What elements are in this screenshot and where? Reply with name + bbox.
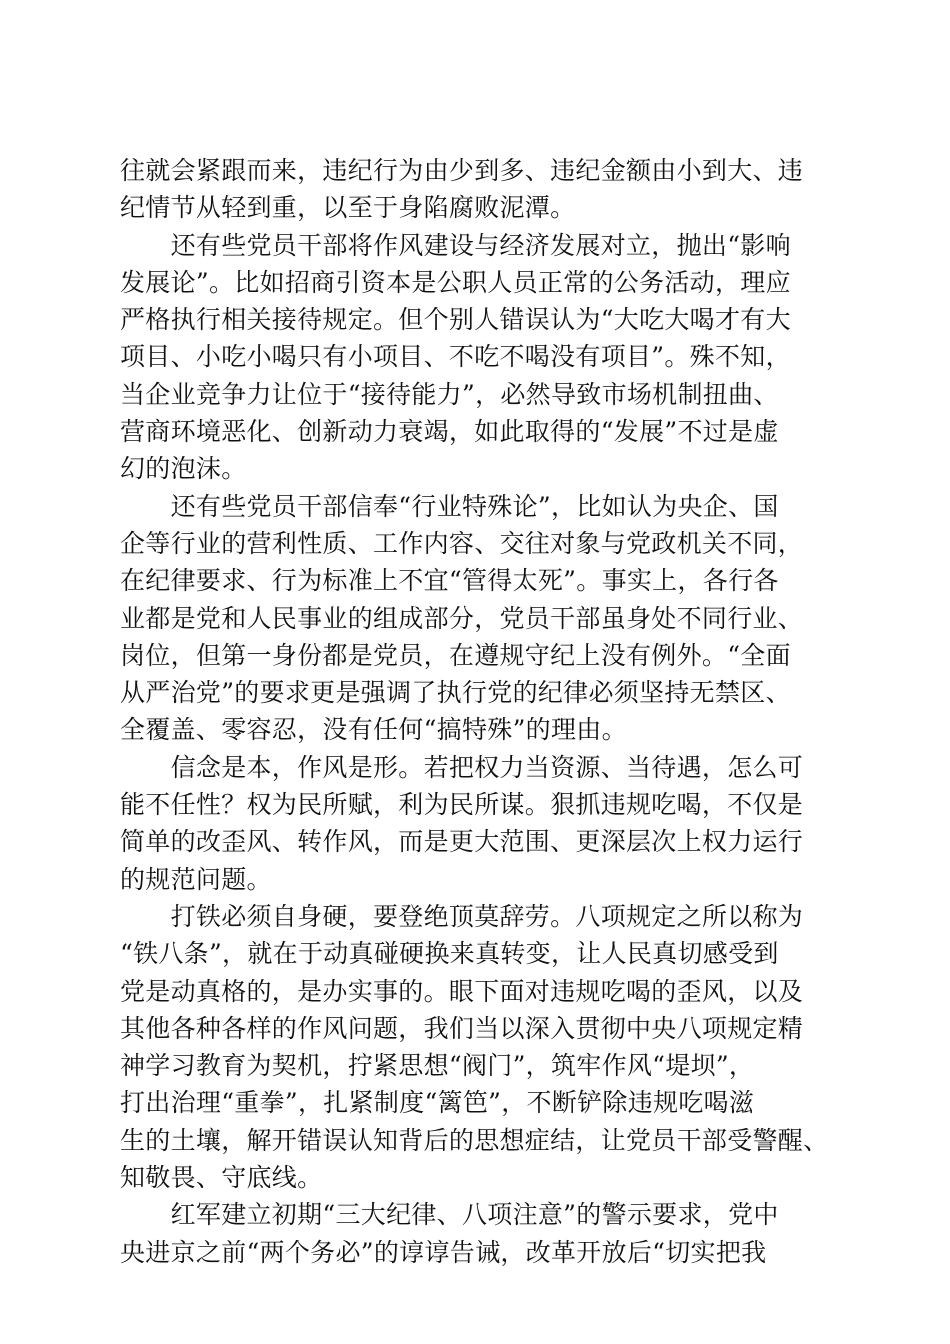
- text-line: 知敬畏、守底线。: [120, 1163, 323, 1193]
- text-line: 红军建立初期“三大纪律、八项注意”的警示要求，党中: [120, 1200, 779, 1230]
- text-line: 项目、小吃小喝只有小项目、不吃不喝没有项目”。殊不知，: [120, 342, 791, 372]
- text-line: 能不任性？权为民所赋，利为民所谋。狠抓违规吃喝，不仅是: [120, 790, 804, 820]
- text-line: 往就会紧跟而来，违纪行为由少到多、违纪金额由小到大、违: [120, 156, 804, 185]
- text-line: 在纪律要求、行为标准上不宜“管得太死”。事实上，各行各: [120, 566, 779, 596]
- text-line: 生的土壤，解开错误认知背后的思想症结，让党员干部受警醒、: [120, 1125, 829, 1155]
- text-line: 简单的改歪风、转作风，而是更大范围、更深层次上权力运行: [120, 827, 804, 857]
- text-line: 企等行业的营利性质、工作内容、交往对象与党政机关不同，: [120, 528, 804, 558]
- text-line: 神学习教育为契机，拧紧思想“阀门”，筑牢作风“堤坝”，: [120, 1051, 755, 1081]
- text-line: 发展论”。比如招商引资本是公职人员正常的公务活动，理应: [120, 267, 791, 297]
- text-line: 央进京之前“两个务必”的谆谆告诫，改革开放后“切实把我: [120, 1237, 767, 1267]
- text-line: 打铁必须自身硬，要登绝顶莫辞劳。八项规定之所以称为: [120, 901, 804, 931]
- text-line: 还有些党员干部信奉“行业特殊论”，比如认为央企、国: [120, 491, 779, 521]
- text-line: 打出治理“重拳”，扎紧制度“篱笆”，不断铲除违规吃喝滋: [120, 1088, 755, 1118]
- text-line: 幻的泡沫。: [120, 454, 247, 484]
- text-line: 还有些党员干部将作风建设与经济发展对立，抛出“影响: [120, 230, 791, 260]
- text-line: 当企业竞争力让位于“接待能力”，必然导致市场机制扭曲、: [120, 379, 779, 409]
- text-line: 营商环境恶化、创新动力衰竭，如此取得的“发展”不过是虚: [120, 417, 779, 447]
- text-line: 信念是本，作风是形。若把权力当资源、当待遇，怎么可: [120, 752, 804, 782]
- text-line: 党是动真格的，是办实事的。眼下面对违规吃喝的歪风，以及: [120, 976, 804, 1006]
- text-line: 岗位，但第一身份都是党员，在遵规守纪上没有例外。“全面: [120, 640, 791, 670]
- text-line: 业都是党和人民事业的组成部分，党员干部虽身处不同行业、: [120, 603, 804, 633]
- body-text: [120, 152, 829, 1271]
- text-line: 的规范问题。: [120, 864, 272, 894]
- text-line: “铁八条”，就在于动真碰硬换来真转变，让人民真切感受到: [120, 939, 779, 969]
- text-line: 严格执行相关接待规定。但个别人错误认为“大吃大喝才有大: [120, 305, 791, 335]
- text-line: 纪情节从轻到重，以至于身陷腐败泥潭。: [120, 193, 576, 223]
- text-line: 从严治党”的要求更是强调了执行党的纪律必须坚持无禁区、: [120, 678, 791, 708]
- text-line: 其他各种各样的作风问题，我们当以深入贯彻中央八项规定精: [120, 1013, 804, 1043]
- text-line: 全覆盖、零容忍，没有任何“搞特殊”的理由。: [120, 715, 627, 745]
